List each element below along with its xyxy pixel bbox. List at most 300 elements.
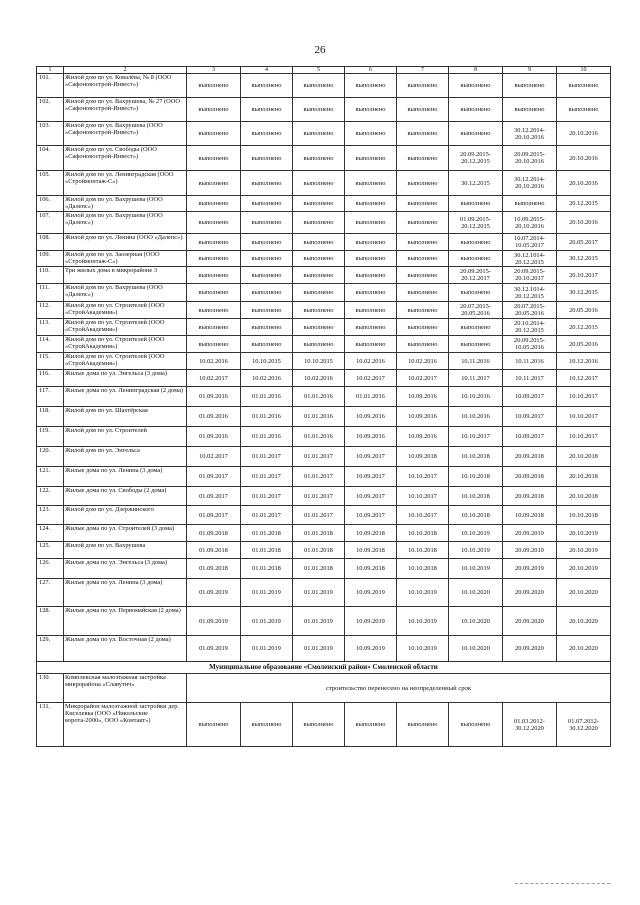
stage-cell: выполнено: [241, 146, 293, 171]
stage-cell: 10.11.2016: [449, 353, 503, 370]
stage-cell: 20.10.2016: [557, 146, 611, 171]
stage-cell: 01.01.2016: [241, 427, 293, 447]
row-number: 129.: [37, 636, 64, 662]
row-number: 127.: [37, 579, 64, 607]
stage-cell: 20.10.2018: [557, 487, 611, 506]
stage-cell: 10.09.2016: [345, 407, 397, 427]
stage-cell: 01.01.2018: [293, 525, 345, 542]
object-name: Жилые дома по ул. Строителей (3 дома): [64, 525, 187, 542]
object-name: Жилые дома по ул. Ленина (3 дома): [64, 579, 187, 607]
row-number: 109.: [37, 251, 64, 267]
stage-cell: 01.01.2017: [293, 487, 345, 506]
stage-cell: 10.10.2020: [449, 636, 503, 662]
row-number: 122.: [37, 487, 64, 506]
stage-cell: выполнено: [397, 74, 449, 98]
stage-cell: 10.10.2017: [397, 506, 449, 525]
object-name: Жилой дом по ул. Строителей (ООО «СтройАкадемия»): [64, 302, 187, 319]
scan-artifact-line: [515, 883, 610, 884]
stage-cell: выполнено: [557, 74, 611, 98]
stage-cell: выполнено: [241, 251, 293, 267]
stage-cell: 20.09.2020: [503, 579, 557, 607]
stage-cell: 10.09.2019: [345, 607, 397, 636]
stage-cell: выполнено: [397, 196, 449, 212]
stage-cell: 01.09.2016: [187, 407, 241, 427]
stage-cell: выполнено: [449, 336, 503, 353]
stage-cell: выполнено: [503, 74, 557, 98]
stage-cell: 10.10.2017: [397, 487, 449, 506]
stage-cell: выполнено: [187, 284, 241, 302]
object-name: Жилой дом по ул. Строителей: [64, 427, 187, 447]
header-cell: 7: [397, 67, 449, 74]
stage-cell: 10.09.2016: [345, 427, 397, 447]
table-row: [37, 353, 611, 370]
stage-cell: 10.02.2016: [397, 353, 449, 370]
page-number: 26: [314, 44, 326, 56]
object-name: Жилой дом по ул. Строителей (ООО «СтройАкадемия»): [64, 353, 187, 370]
stage-cell: выполнено: [503, 98, 557, 122]
stage-cell: 30.12.2014-20.10.2016: [503, 122, 557, 146]
row-number: 115.: [37, 353, 64, 370]
table-row: [37, 234, 611, 251]
stage-cell: 10.10.2019: [397, 636, 449, 662]
table-row: [37, 171, 611, 196]
stage-cell: 10.10.2017: [397, 467, 449, 487]
stage-cell: 10.09.2018: [345, 559, 397, 579]
row-number: 131.: [37, 703, 64, 747]
stage-cell: выполнено: [293, 212, 345, 234]
object-name: Жилой дом по ул. Вахрушева (ООО «Далепс»): [64, 284, 187, 302]
stage-cell: выполнено: [293, 98, 345, 122]
stage-cell: 20.10.2016: [557, 171, 611, 196]
object-name: Жилые дома по ул. Энгельса (3 дома): [64, 559, 187, 579]
stage-cell: 01.09.2018: [187, 542, 241, 559]
stage-cell: выполнено: [293, 319, 345, 336]
stage-cell: 30.12.1014-20.12.2015: [503, 284, 557, 302]
stage-cell: 10.10.2019: [449, 542, 503, 559]
stage-cell: 20.09.2018: [503, 447, 557, 467]
row-number: 128.: [37, 607, 64, 636]
table-row: [37, 506, 611, 525]
row-number: 125.: [37, 542, 64, 559]
header-cell: 4: [241, 67, 293, 74]
stage-cell: выполнено: [449, 74, 503, 98]
row-number: 104.: [37, 146, 64, 171]
stage-cell: выполнено: [397, 251, 449, 267]
stage-cell: выполнено: [187, 171, 241, 196]
stage-cell: выполнено: [345, 74, 397, 98]
stage-cell: 10.09.2017: [503, 407, 557, 427]
table-row: [37, 542, 611, 559]
stage-cell: выполнено: [187, 703, 241, 747]
row-number: 130.: [37, 674, 64, 703]
row-number: 126.: [37, 559, 64, 579]
stage-cell: выполнено: [187, 319, 241, 336]
stage-cell: выполнено: [345, 171, 397, 196]
stage-cell: 01.01.2016: [345, 387, 397, 407]
row-number: 112.: [37, 302, 64, 319]
stage-cell: 20.10.2019: [557, 542, 611, 559]
table-row: [37, 336, 611, 353]
header-cell: 9: [503, 67, 557, 74]
stage-cell: 10.09.2018: [397, 447, 449, 467]
stage-cell: выполнено: [345, 251, 397, 267]
row-number: 106.: [37, 196, 64, 212]
stage-cell: 10.10.2018: [557, 506, 611, 525]
stage-cell: 10.02.2016: [241, 370, 293, 387]
object-name: Жилой дом по ул. Вахрушева, № 27 (ООО «Сафоновострой-Инвест»): [64, 98, 187, 122]
object-name: Три жилых дома в микрорайоне 3: [64, 267, 187, 284]
object-name: Жилой дом по ул. Заозерная (ООО «Строймонтаж-С»): [64, 251, 187, 267]
object-name: Жилой дом по ул. Ленинградская (ООО «Строймонтаж-С»): [64, 171, 187, 196]
stage-cell: выполнено: [449, 284, 503, 302]
stage-cell: 10.02.2017: [397, 370, 449, 387]
object-name: Жилые дома по ул. Свободы (2 дома): [64, 487, 187, 506]
section-header-row: [37, 662, 611, 674]
table-row: [37, 559, 611, 579]
stage-cell: 01.03.2012-30.12.2020: [503, 703, 557, 747]
table-row: [37, 319, 611, 336]
table-row: [37, 427, 611, 447]
stage-cell: 01.09.2017: [187, 487, 241, 506]
object-name: Жилой дом по ул. Строителей (ООО «СтройАкадемия»): [64, 319, 187, 336]
object-name: Жилые дома по ул. Первомайская (2 дома): [64, 607, 187, 636]
stage-cell: выполнено: [293, 703, 345, 747]
row-number: 110.: [37, 267, 64, 284]
stage-cell: 20.09.2015-20.10.2017: [503, 267, 557, 284]
stage-cell: 30.12.2015: [557, 251, 611, 267]
object-name: Жилой дом по ул. Вахрушева (ООО «Сафоновострой-Инвест»): [64, 122, 187, 146]
stage-cell: 01.01.2018: [241, 559, 293, 579]
stage-cell: 20.07.2015-20.05.2016: [449, 302, 503, 319]
stage-cell: выполнено: [293, 251, 345, 267]
stage-cell: выполнено: [293, 122, 345, 146]
stage-cell: выполнено: [241, 284, 293, 302]
stage-cell: выполнено: [449, 196, 503, 212]
row-number: 120.: [37, 447, 64, 467]
stage-cell: 10.10.2015: [293, 353, 345, 370]
stage-cell: 10.10.2020: [449, 607, 503, 636]
stage-cell: 20.09.2019: [503, 559, 557, 579]
stage-cell: 01.01.2016: [293, 407, 345, 427]
stage-cell: выполнено: [345, 196, 397, 212]
stage-cell: 10.10.2018: [449, 487, 503, 506]
stage-cell: 01.09.2016: [187, 427, 241, 447]
stage-cell: 01.09.2019: [187, 607, 241, 636]
stage-cell: выполнено: [241, 319, 293, 336]
stage-cell: 10.09.2016: [397, 427, 449, 447]
stage-cell: выполнено: [397, 302, 449, 319]
object-name: Жилой дом по ул. Шахтёрская: [64, 407, 187, 427]
row-number: 107.: [37, 212, 64, 234]
stage-cell: выполнено: [293, 302, 345, 319]
table-row: [37, 284, 611, 302]
stage-cell: 10.02.2017: [187, 447, 241, 467]
row-number: 123.: [37, 506, 64, 525]
stage-cell: 10.10.2016: [449, 407, 503, 427]
stage-cell: 10.12.2016: [557, 353, 611, 370]
table-row: [37, 674, 611, 703]
row-number: 118.: [37, 407, 64, 427]
stage-cell: выполнено: [345, 146, 397, 171]
stage-cell: выполнено: [345, 336, 397, 353]
stage-cell: 10.09.2019: [345, 636, 397, 662]
stage-cell: 01.01.2019: [293, 636, 345, 662]
stage-cell: выполнено: [187, 196, 241, 212]
stage-cell: выполнено: [293, 336, 345, 353]
stage-cell: 10.09.2017: [345, 447, 397, 467]
stage-cell: выполнено: [241, 234, 293, 251]
stage-cell: выполнено: [449, 122, 503, 146]
stage-cell: выполнено: [503, 196, 557, 212]
stage-cell: выполнено: [397, 171, 449, 196]
stage-cell: выполнено: [397, 336, 449, 353]
stage-cell: выполнено: [187, 212, 241, 234]
stage-cell: выполнено: [345, 234, 397, 251]
table-row: [37, 74, 611, 98]
stage-cell: выполнено: [345, 302, 397, 319]
stage-cell: 20.10.2016: [557, 212, 611, 234]
table-row: [37, 487, 611, 506]
stage-cell: 20.12.2015: [557, 196, 611, 212]
stage-cell: выполнено: [449, 251, 503, 267]
table-row: [37, 579, 611, 607]
stage-cell: 10.02.2016: [345, 353, 397, 370]
row-number: 121.: [37, 467, 64, 487]
stage-cell: выполнено: [397, 212, 449, 234]
stage-cell: 10.02.2017: [187, 370, 241, 387]
stage-cell: выполнено: [187, 267, 241, 284]
stage-cell: выполнено: [397, 703, 449, 747]
table-row: [37, 703, 611, 747]
stage-cell: 20.10.2016: [557, 122, 611, 146]
stage-cell: 20.09.2015-10.05.2016: [503, 336, 557, 353]
stage-cell: выполнено: [293, 284, 345, 302]
stage-cell: выполнено: [187, 302, 241, 319]
header-cell: 6: [345, 67, 397, 74]
stage-cell: 01.01.2019: [241, 579, 293, 607]
table-row: [37, 251, 611, 267]
stage-cell: выполнено: [241, 196, 293, 212]
stage-cell: 01.01.2018: [293, 542, 345, 559]
table-row: [37, 267, 611, 284]
stage-cell: 10.10.2017: [557, 407, 611, 427]
stage-cell: 10.10.2018: [449, 467, 503, 487]
table-row: [37, 407, 611, 427]
stage-cell: 20.09.2015-20.12.2015: [449, 146, 503, 171]
stage-cell: 01.09.2019: [187, 579, 241, 607]
stage-cell: выполнено: [187, 98, 241, 122]
stage-cell: выполнено: [187, 122, 241, 146]
stage-cell: выполнено: [397, 319, 449, 336]
stage-cell: 20.09.2020: [503, 636, 557, 662]
stage-cell: 30.12.2014-20.10.2016: [503, 171, 557, 196]
stage-cell: выполнено: [241, 98, 293, 122]
row-number: 117.: [37, 387, 64, 407]
stage-cell: 10.02.2016: [187, 353, 241, 370]
stage-cell: выполнено: [397, 234, 449, 251]
stage-cell: 20.09.2015-20.10.2016: [503, 146, 557, 171]
table-row: [37, 212, 611, 234]
table-row: [37, 302, 611, 319]
stage-cell: 20.10.2019: [557, 559, 611, 579]
stage-cell: 01.01.2018: [241, 525, 293, 542]
object-name: Жилой дом по ул. Вахрушева: [64, 542, 187, 559]
stage-cell: 20.09.2018: [503, 467, 557, 487]
row-number: 116.: [37, 370, 64, 387]
stage-cell: выполнено: [293, 171, 345, 196]
stage-cell: 10.09.2017: [345, 506, 397, 525]
stage-cell: 10.02.2017: [345, 370, 397, 387]
stage-cell: 10.11.2016: [503, 353, 557, 370]
stage-cell: 20.05.2016: [557, 302, 611, 319]
row-number: 119.: [37, 427, 64, 447]
stage-cell: выполнено: [397, 146, 449, 171]
table-row: [37, 387, 611, 407]
stage-cell: выполнено: [345, 122, 397, 146]
stage-cell: 10.09.2019: [345, 579, 397, 607]
stage-cell: выполнено: [187, 146, 241, 171]
stage-cell: 01.01.2017: [241, 447, 293, 467]
stage-cell: выполнено: [449, 98, 503, 122]
stage-cell: 01.01.2018: [293, 559, 345, 579]
stage-cell: 10.10.2018: [397, 542, 449, 559]
stage-cell: выполнено: [187, 74, 241, 98]
row-number: 102.: [37, 98, 64, 122]
stage-cell: 20.09.2018: [503, 487, 557, 506]
stage-cell: 01.09.2016: [187, 387, 241, 407]
stage-cell: выполнено: [345, 267, 397, 284]
table-row: [37, 122, 611, 146]
stage-cell: выполнено: [187, 234, 241, 251]
stage-cell: 01.01.2016: [241, 407, 293, 427]
stage-cell: 10.10.2017: [557, 427, 611, 447]
row-number: 124.: [37, 525, 64, 542]
stage-cell: 01.01.2016: [293, 387, 345, 407]
stage-cell: 20.10.2020: [557, 607, 611, 636]
stage-cell: 20.09.2020: [503, 607, 557, 636]
stage-cell: 20.10.2017: [557, 267, 611, 284]
stage-cell: 20.10.2020: [557, 636, 611, 662]
table-row: [37, 467, 611, 487]
stage-cell: 20.10.2014-20.12.2015: [503, 319, 557, 336]
table-row: [37, 447, 611, 467]
stage-cell: 01.09.2019: [187, 636, 241, 662]
row-number: 108.: [37, 234, 64, 251]
stage-cell: 01.01.2018: [241, 542, 293, 559]
stage-cell: 10.12.2017: [557, 370, 611, 387]
object-name: Жилой дом по ул. Вахрушева (ООО «Далепс»): [64, 212, 187, 234]
stage-cell: 10.09.2017: [345, 487, 397, 506]
object-name: Жилой дом по ул. Вахрушева (ООО «Далепс»): [64, 196, 187, 212]
header-cell: 2: [64, 67, 187, 74]
table-row: [37, 146, 611, 171]
stage-cell: 20.09.2019: [503, 542, 557, 559]
object-name: Жилые дома по ул. Ленинградская (2 дома): [64, 387, 187, 407]
stage-cell: выполнено: [449, 234, 503, 251]
stage-cell: 20.12.2015: [557, 319, 611, 336]
stage-cell: 10.10.2017: [557, 387, 611, 407]
object-name: Жилой дом по ул. Ленина (ООО «Далепс»): [64, 234, 187, 251]
stage-cell: 10.10.2020: [449, 579, 503, 607]
stage-cell: выполнено: [345, 703, 397, 747]
stage-cell: 01.09.2017: [187, 506, 241, 525]
header-cell: 8: [449, 67, 503, 74]
stage-cell: 30.12.2015: [557, 284, 611, 302]
stage-cell: 10.09.2018: [345, 542, 397, 559]
stage-cell: 10.02.2016: [293, 370, 345, 387]
stage-cell: 01.09.2018: [187, 525, 241, 542]
stage-cell: 01.01.2017: [293, 467, 345, 487]
stage-cell: выполнено: [241, 703, 293, 747]
stage-cell: 10.09.2017: [345, 467, 397, 487]
stage-cell: 01.01.2019: [293, 579, 345, 607]
stage-cell: 01.01.2019: [241, 607, 293, 636]
header-cell: 1: [37, 67, 64, 74]
stage-cell: выполнено: [293, 234, 345, 251]
header-cell: 5: [293, 67, 345, 74]
table-row: [37, 98, 611, 122]
header-cell: 3: [187, 67, 241, 74]
object-name: Жилой дом по ул. Свободы (ООО «Сафоновострой-Инвест»): [64, 146, 187, 171]
stage-cell: 01.01.2017: [241, 487, 293, 506]
header-cell: 10: [557, 67, 611, 74]
stage-cell: выполнено: [293, 196, 345, 212]
stage-cell: 10.09.2016: [397, 407, 449, 427]
stage-cell: выполнено: [397, 284, 449, 302]
object-name: Жилые дома по ул. Ленина (3 дома): [64, 467, 187, 487]
stage-cell: выполнено: [345, 98, 397, 122]
object-name: Жилые дома по ул. Восточная (2 дома): [64, 636, 187, 662]
object-name: Жилой дом по ул. Энгельса: [64, 447, 187, 467]
stage-cell: 10.10.2015: [241, 353, 293, 370]
stage-cell: выполнено: [449, 319, 503, 336]
stage-cell: 10.10.2019: [397, 579, 449, 607]
stage-cell: 01.01.2016: [293, 427, 345, 447]
table-row: [37, 196, 611, 212]
stage-cell: выполнено: [345, 212, 397, 234]
stage-cell: 10.10.2018: [397, 559, 449, 579]
stage-cell: выполнено: [293, 74, 345, 98]
stage-cell: выполнено: [241, 302, 293, 319]
stage-cell: выполнено: [557, 98, 611, 122]
stage-cell: выполнено: [293, 146, 345, 171]
table-row: [37, 636, 611, 662]
stage-cell: выполнено: [241, 171, 293, 196]
stage-cell: 10.10.2018: [449, 447, 503, 467]
stage-cell: 20.10.2018: [557, 447, 611, 467]
stage-cell: 30.12.2015: [449, 171, 503, 196]
stage-cell: выполнено: [187, 251, 241, 267]
object-name: Жилой дом по ул. Строителей (ООО «СтройАкадемия»): [64, 336, 187, 353]
stage-cell: 10.09.2017: [503, 387, 557, 407]
stage-cell: 20.10.2019: [557, 525, 611, 542]
stage-cell: выполнено: [397, 267, 449, 284]
stage-cell: 10.10.2018: [449, 506, 503, 525]
stage-cell: 10.10.2019: [449, 559, 503, 579]
stage-cell: 20.09.2015-20.12.2017: [449, 267, 503, 284]
row-number: 114.: [37, 336, 64, 353]
table-row: [37, 525, 611, 542]
stage-cell: 20.10.2020: [557, 579, 611, 607]
stage-cell: 01.01.2017: [293, 447, 345, 467]
row-number: 113.: [37, 319, 64, 336]
table-body: [37, 67, 611, 747]
section-title: Муниципальное образование «Смоленский район» Смоленской области: [37, 662, 611, 674]
postponed-note: строительство перенесено на неопределенный срок: [187, 674, 611, 703]
stage-cell: выполнено: [345, 284, 397, 302]
stage-cell: 01.01.2017: [241, 467, 293, 487]
stage-cell: 20.07.2015-20.05.2016: [503, 302, 557, 319]
